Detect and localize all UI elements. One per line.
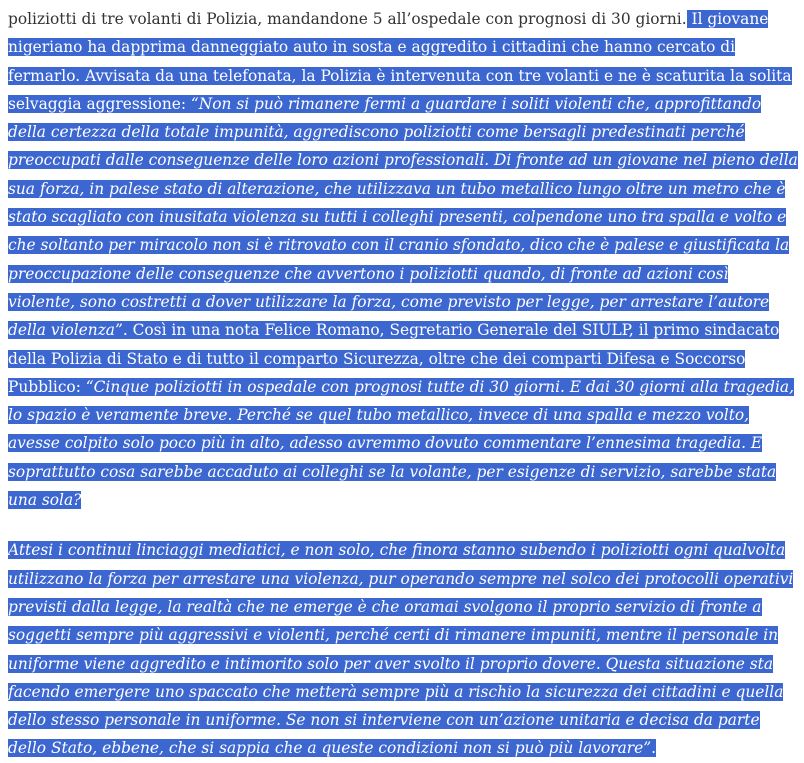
paragraph-1-unselected-text: poliziotti di tre volanti di Polizia, mandandone 5 all’ospedale con prognosi di 30 giorni.: [8, 10, 687, 28]
selected-final-period: .: [651, 739, 657, 758]
selected-quote-3: Attesi i continui linciaggi mediatici, e non solo, che finora stanno subendo i poliziotti ogni qualvolta utilizzano la forza per arrestare una violenza, pur operando sempre nel solco dei protocolli operativi previsti dalla legge, la realtà che ne emerge è che oramai svolgono il proprio servizio di fronte a soggetti sempre più aggressivi e violenti, perché certi di rimanere impuniti, mentre il personale in uniforme viene aggredito e intimorito solo per aver svolto il proprio dovere. Questa situazione sta facendo emergere uno spaccato che metterà sempre più a rischio la sicurezza dei cittadini e quella dello stesso personale in uniforme. Se non si interviene con un’azione unitaria e decisa da parte dello Stato, ebbene, che si sappia che a queste condizioni non si può più lavorare”: [8, 541, 794, 758]
article-body: [8, 5, 798, 763]
selected-text-intro: Il giovane nigeriano ha dapprima danneggiato auto in sosta e aggredito i cittadini che hanno cercato di fermarlo. Avvisata da una telefonata, la Polizia è intervenuta con tre volanti e ne è scaturita la solita selvaggia aggressione:: [8, 10, 792, 113]
paragraph-2: [8, 536, 798, 762]
selected-quote-1: “Non si può rimanere fermi a guardare i soliti violenti che, approfittando della certezza della totale impunità, aggrediscono poliziotti come bersagli predestinati perché preoccupati dalle conseguenze delle loro azioni professionali. Di fronte ad un giovane nel pieno della sua forza, in palese stato di alterazione, che utilizzava un tubo metallico lungo oltre un metro che è stato scagliato con inusitata violenza su tutti i colleghi presenti, colpendone uno tra spalla e volto e che soltanto per miracolo non si è ritrovato con il cranio sfondato, dico che è palese e giustificata la preoccupazione delle conseguenze che avvertono i poliziotti quando, di fronte ad azioni così violente, sono costretti a dover utilizzare la forza, come previsto per legge, per arrestare l’autore della violenza”: [8, 94, 798, 340]
selected-quote-2: “Cinque poliziotti in ospedale con prognosi tutte di 30 giorni. E dai 30 giorni alla tragedia, lo spazio è veramente breve. Perché se quel tubo metallico, invece di una spalla e mezzo volto, avesse colpito solo poco più in alto, adesso avremmo dovuto commentare l’ennesima tragedia. E soprattutto cosa sarebbe accaduto ai colleghi se la volante, per esigenze di servizio, sarebbe stata una sola?: [8, 377, 794, 510]
selected-attribution: . Così in una nota Felice Romano, Segretario Generale del SIULP, il primo sindacato della Polizia di Stato e di tutto il comparto Sicurezza, oltre che dei comparti Difesa e Soccorso Pubblico:: [8, 321, 780, 396]
paragraph-1: [8, 5, 798, 514]
